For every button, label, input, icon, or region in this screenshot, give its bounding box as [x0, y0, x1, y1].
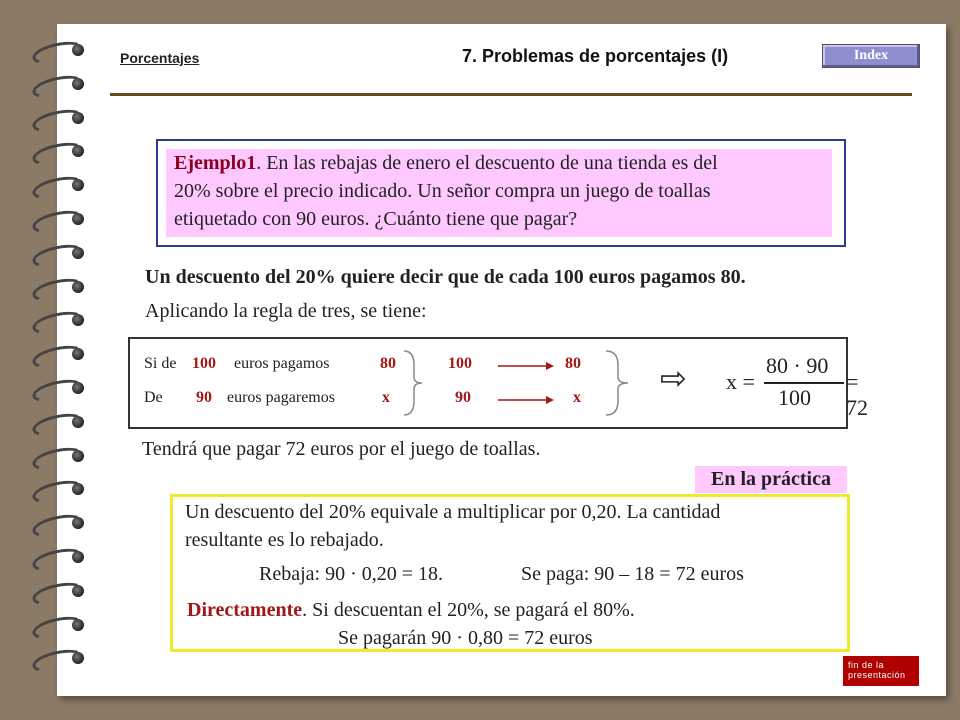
- row2-pay: x: [382, 389, 390, 406]
- result-text: Tendrá que pagar 72 euros por el juego de toallas.: [142, 438, 541, 460]
- spiral-ring-icon: [28, 173, 84, 197]
- formula-lhs: x =: [726, 369, 755, 394]
- spiral-ring-icon: [28, 477, 84, 501]
- formula-rhs: = 72: [846, 369, 868, 420]
- formula-denominator: 100: [778, 385, 811, 410]
- spiral-ring-icon: [28, 241, 84, 265]
- porcentajes-link[interactable]: Porcentajes: [120, 50, 200, 66]
- row-arrows: [496, 357, 556, 405]
- col-b1: 80: [565, 355, 581, 372]
- end-button-line1: fin de la: [848, 660, 885, 670]
- row2-value: 90: [196, 389, 212, 406]
- example-label: Ejemplo1: [174, 152, 257, 174]
- col-a2: 90: [455, 389, 471, 406]
- index-button[interactable]: Index: [822, 44, 920, 68]
- spiral-ring-icon: [28, 139, 84, 163]
- spiral-ring-icon: [28, 342, 84, 366]
- explanation-line: Aplicando la regla de tres, se tiene:: [145, 300, 427, 322]
- row2-prefix: De: [144, 389, 163, 406]
- spiral-ring-icon: [28, 308, 84, 332]
- implies-arrow-icon: ⇨: [660, 360, 687, 396]
- right-brace: [602, 347, 642, 419]
- row1-prefix: Si de: [144, 355, 177, 372]
- practice-tag: En la práctica: [695, 466, 847, 493]
- spiral-ring-icon: [28, 410, 84, 434]
- row1-pay: 80: [380, 355, 396, 372]
- explanation-bold-line: Un descuento del 20% quiere decir que de cada 100 euros pagamos 80.: [145, 266, 746, 288]
- col-b2: x: [573, 389, 581, 406]
- fraction-bar: [764, 382, 844, 384]
- spiral-ring-icon: [28, 275, 84, 299]
- row1-value: 100: [192, 355, 216, 372]
- directamente-label: Directamente: [187, 599, 303, 621]
- spiral-ring-icon: [28, 545, 84, 569]
- spiral-ring-icon: [28, 38, 84, 62]
- direct-text: . Si descuentan el 20%, se pagará el 80%.: [302, 599, 635, 621]
- spiral-ring-icon: [28, 72, 84, 96]
- formula-numerator: 80 · 90: [766, 353, 829, 378]
- row1-mid: euros pagamos: [234, 355, 330, 372]
- example-text: [166, 149, 832, 237]
- example-line2: 20% sobre el precio indicado. Un señor compra un juego de toallas: [174, 180, 711, 202]
- col-a1: 100: [448, 355, 472, 372]
- practice-line1: Un descuento del 20% equivale a multiplicar por 0,20. La cantidad: [185, 501, 721, 523]
- example-line1: . En las rebajas de enero el descuento de una tienda es del: [256, 152, 718, 174]
- spiral-ring-icon: [28, 376, 84, 400]
- example-box: [156, 139, 846, 247]
- spiral-ring-icon: [28, 579, 84, 603]
- direct-line2: Se pagarán 90 · 0,80 = 72 euros: [338, 627, 593, 649]
- header-divider: [110, 93, 912, 96]
- practice-line2: resultante es lo rebajado.: [185, 529, 384, 551]
- spiral-ring-icon: [28, 613, 84, 637]
- rule-of-three-box: [128, 337, 868, 429]
- practice-box: [170, 494, 850, 652]
- spiral-ring-icon: [28, 444, 84, 468]
- left-brace: [400, 347, 430, 419]
- example-line3: etiquetado con 90 euros. ¿Cuánto tiene que pagar?: [174, 208, 578, 230]
- spiral-ring-icon: [28, 511, 84, 535]
- end-button-line2: presentación: [848, 670, 906, 680]
- page-title: 7. Problemas de porcentajes (I): [462, 46, 729, 66]
- end-presentation-button[interactable]: [843, 656, 919, 686]
- practice-se-paga: Se paga: 90 – 18 = 72 euros: [521, 563, 744, 585]
- spiral-ring-icon: [28, 106, 84, 130]
- practice-rebaja: Rebaja: 90 · 0,20 = 18.: [259, 563, 444, 585]
- row2-mid: euros pagaremos: [227, 389, 335, 406]
- spiral-ring-icon: [28, 207, 84, 231]
- spiral-ring-icon: [28, 646, 84, 670]
